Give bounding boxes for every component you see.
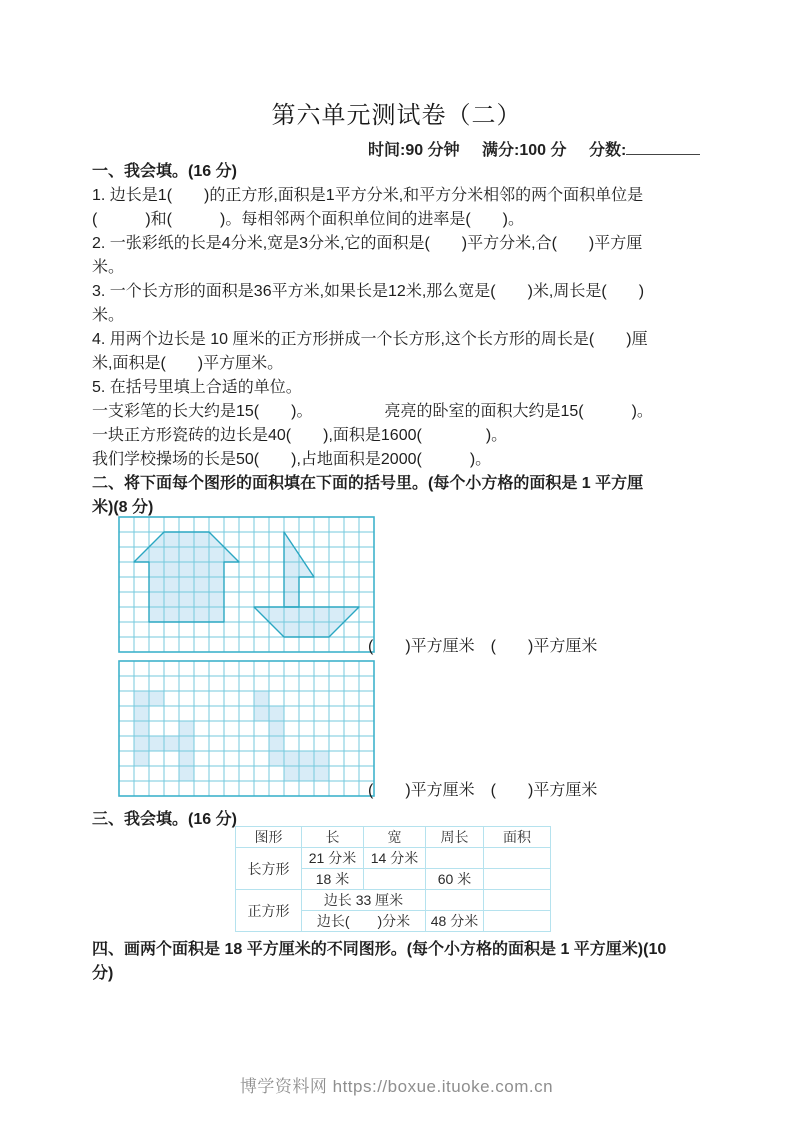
question-line: 一块正方形瓷砖的边长是40( ),面积是1600( )。 bbox=[92, 427, 508, 444]
cell-width-blank bbox=[364, 869, 426, 890]
table-row bbox=[236, 848, 551, 869]
question-line: 2. 一张彩纸的长是4分米,宽是3分米,它的面积是( )平方分米,合( )平方厘 bbox=[92, 235, 643, 252]
meta-score-label: 分数: bbox=[588, 142, 627, 159]
section-four-line2: 分) bbox=[92, 965, 114, 982]
grid-caption-1: ( )平方厘米 ( )平方厘米 bbox=[368, 638, 598, 655]
table-header-perimeter: 周长 bbox=[426, 827, 484, 848]
cell-rectangle-label: 长方形 bbox=[236, 848, 302, 890]
table-header-area: 面积 bbox=[484, 827, 551, 848]
cell-square-label: 正方形 bbox=[236, 890, 302, 932]
question-line: 米,面积是( )平方厘米。 bbox=[92, 355, 284, 372]
section-three-heading: 三、我会填。(16 分) bbox=[92, 811, 237, 828]
cell-area-blank bbox=[484, 848, 551, 869]
section-two-heading-line2: 米)(8 分) bbox=[92, 499, 154, 516]
table-header-width: 宽 bbox=[364, 827, 426, 848]
meta-line bbox=[368, 137, 700, 160]
question-line: 米。 bbox=[92, 307, 125, 324]
question-line: 1. 边长是1( )的正方形,面积是1平方分米,和平方分米相邻的两个面积单位是 bbox=[92, 187, 644, 204]
section-one-block bbox=[92, 160, 717, 520]
grid-figure-1-wrap bbox=[118, 516, 375, 658]
cell-width-value: 14 分米 bbox=[364, 848, 426, 869]
cell-length-value: 18 米 bbox=[302, 869, 364, 890]
meta-total-score: 满分:100 分 bbox=[482, 142, 567, 159]
table-row bbox=[236, 890, 551, 911]
cell-perimeter-value: 48 分米 bbox=[426, 911, 484, 932]
cell-side-length-value: 边长 33 厘米 bbox=[302, 890, 426, 911]
table-header-row bbox=[236, 827, 551, 848]
section-four-line1: 四、画两个面积是 18 平方厘米的不同图形。(每个小方格的面积是 1 平方厘米)(10 bbox=[92, 941, 667, 958]
question-line: 5. 在括号里填上合适的单位。 bbox=[92, 379, 302, 396]
cell-perimeter-blank bbox=[426, 890, 484, 911]
page-title: 第六单元测试卷（二） bbox=[271, 103, 522, 129]
table-header-length: 长 bbox=[302, 827, 364, 848]
grid-figure-1 bbox=[118, 516, 375, 653]
table-header-shape: 图形 bbox=[236, 827, 302, 848]
question-line: 米。 bbox=[92, 259, 125, 276]
question-line: 4. 用两个边长是 10 厘米的正方形拼成一个长方形,这个长方形的周长是( )厘 bbox=[92, 331, 648, 348]
grid-figure-2-wrap bbox=[118, 660, 375, 802]
cell-area-blank bbox=[484, 890, 551, 911]
cell-area-blank bbox=[484, 869, 551, 890]
cell-length-value: 21 分米 bbox=[302, 848, 364, 869]
question-line: 我们学校操场的长是50( ),占地面积是2000( )。 bbox=[92, 451, 492, 468]
footer-text: 博学资料网 https://boxue.ituoke.com.cn bbox=[239, 1077, 554, 1096]
question-line: ( )和( )。每相邻两个面积单位间的进率是( )。 bbox=[92, 211, 524, 228]
grid-caption-2: ( )平方厘米 ( )平方厘米 bbox=[368, 782, 598, 799]
cell-side-length-blank: 边长( )分米 bbox=[302, 911, 426, 932]
question-line: 一支彩笔的长大约是15( )。 亮亮的卧室的面积大约是15( )。 bbox=[92, 403, 653, 420]
section-four-block bbox=[92, 938, 717, 986]
cell-perimeter-value: 60 米 bbox=[426, 869, 484, 890]
cell-area-blank bbox=[484, 911, 551, 932]
cell-perimeter-blank bbox=[426, 848, 484, 869]
question-line: 3. 一个长方形的面积是36平方米,如果长是12米,那么宽是( )米,周长是( ) bbox=[92, 283, 645, 300]
grid-figure-2 bbox=[118, 660, 375, 797]
meta-time: 时间:90 分钟 bbox=[368, 142, 460, 159]
shapes-table bbox=[235, 826, 551, 932]
section-two-heading-line1: 二、将下面每个图形的面积填在下面的括号里。(每个小方格的面积是 1 平方厘 bbox=[92, 475, 644, 492]
score-blank bbox=[626, 140, 700, 155]
section-one-heading: 一、我会填。(16 分) bbox=[92, 163, 237, 180]
